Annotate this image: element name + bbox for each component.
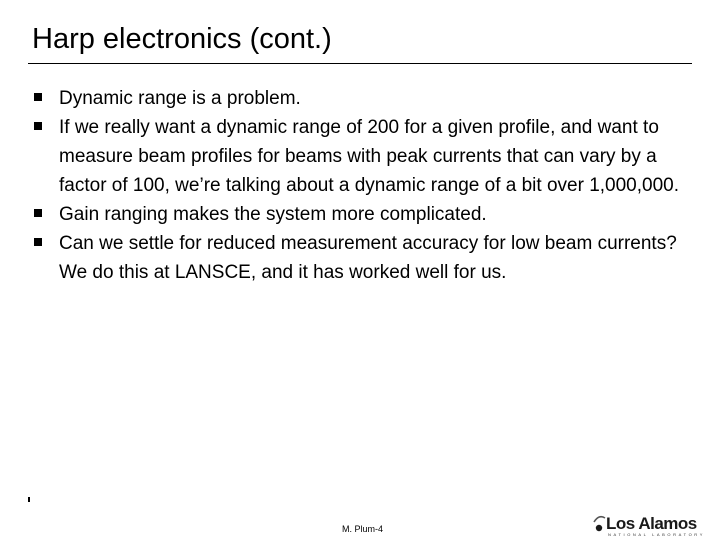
bullet-item — [34, 113, 694, 200]
bullet-list — [34, 84, 694, 287]
logo-subtitle: NATIONAL LABORATORY — [608, 532, 705, 537]
square-bullet-icon — [34, 238, 42, 246]
bullet-item — [34, 84, 694, 113]
title-divider — [28, 63, 692, 64]
square-bullet-icon — [34, 209, 42, 217]
bullet-text: If we really want a dynamic range of 200 for a given profile, and want to measure beam profiles for beams with peak currents that can vary by a factor of 100, we’re talking about a dynamic range of a bit over 1,000,000. — [59, 117, 679, 196]
bullet-item — [34, 229, 694, 287]
bullet-text: Can we settle for reduced measurement accuracy for low beam currents? We do this at LANSCE, and it has worked well for us. — [59, 233, 677, 283]
slide-title: Harp electronics (cont.) — [32, 23, 332, 55]
footer-page-label: M. Plum-4 — [342, 524, 384, 534]
logo-name: Los Alamos — [606, 514, 697, 533]
bullet-item — [34, 200, 694, 229]
los-alamos-logo — [592, 512, 705, 538]
bullet-text: Dynamic range is a problem. — [59, 88, 301, 109]
corner-mark — [28, 497, 30, 502]
square-bullet-icon — [34, 122, 42, 130]
square-bullet-icon — [34, 93, 42, 101]
bullet-text: Gain ranging makes the system more complicated. — [59, 204, 487, 225]
los-alamos-logo-icon — [592, 512, 606, 536]
